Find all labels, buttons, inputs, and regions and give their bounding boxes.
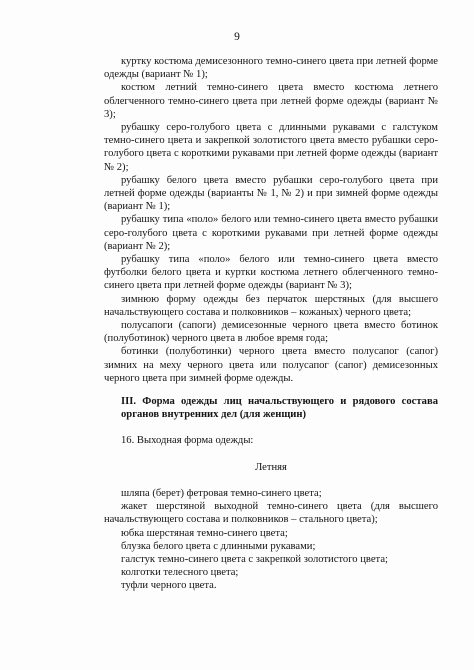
list-item-tights: колготки телесного цвета; bbox=[121, 567, 239, 579]
paragraph-polo-shirt-1: рубашку типа «поло» белого или темно-синего цвета вместо рубашки серо-голубого цвета с короткими рукавами при летней форме одежды (вариант № 2); bbox=[104, 214, 438, 252]
paragraph-polo-shirt-2: рубашку типа «поло» белого или темно-синего цвета вместо футболки белого цвета и куртки костюма летнего облегченного темно-синего цвета при летней форме одежды (вариант № 3); bbox=[104, 254, 438, 292]
list-item-blouse: блузка белого цвета с длинными рукавами; bbox=[121, 540, 316, 552]
paragraph-summer-suit: костюм летний темно-синего цвета вместо костюма летнего облегченного темно-синего цвета при летней форме одежды (вариант № 3); bbox=[104, 82, 438, 120]
paragraph-white-shirt: рубашку белого цвета вместо рубашки серо-голубого цвета при летней форме одежды (варианты № 1, № 2) и при зимней форме одежды (вариант № 1); bbox=[104, 174, 438, 213]
paragraph-winter-uniform: зимнюю форму одежды без перчаток шерстяных (для высшего начальствующего состава и полковников – кожаных) черного цвета; bbox=[104, 293, 438, 318]
document-body bbox=[104, 55, 438, 593]
section-heading: III. Форма одежды лиц начальствующего и рядового состава органов внутренних дел (для женщин) bbox=[121, 396, 438, 421]
subheading-summer: Летняя bbox=[255, 461, 287, 473]
list-item-shoes: туфли черного цвета. bbox=[121, 580, 217, 592]
paragraph-jacket: куртку костюма демисезонного темно-синего цвета при летней форме одежды (вариант № 1); bbox=[104, 56, 438, 81]
paragraph-half-boots: полусапоги (сапоги) демисезонные черного цвета вместо ботинок (полуботинок) черного цвета в любое время года; bbox=[104, 320, 438, 345]
list-item-tie: галстук темно-синего цвета с закрепкой золотистого цвета; bbox=[121, 553, 388, 565]
list-item-jacket: жакет шерстяной выходной темно-синего цвета (для высшего начальствующего состава и полковников – стального цвета); bbox=[104, 501, 438, 526]
list-item-skirt: юбка шерстяная темно-синего цвета; bbox=[121, 527, 288, 539]
paragraph-grey-blue-shirt: рубашку серо-голубого цвета с длинными рукавами с галстуком темно-синего цвета и закрепкой золотистого цвета вместо рубашки серо-голубого цвета с короткими рукавами при летней форме одежды (вариант № 2); bbox=[104, 122, 438, 173]
page-number: 9 bbox=[234, 31, 240, 43]
list-item-hat: шляпа (берет) фетровая темно-синего цвета; bbox=[121, 487, 322, 499]
paragraph-boots: ботинки (полуботинки) черного цвета вместо полусапог (сапог) зимних на меху черного цвета или полусапог (сапог) демисезонных черного цвета при зимней форме одежды. bbox=[104, 346, 438, 384]
clause-16: 16. Выходная форма одежды: bbox=[121, 435, 254, 447]
